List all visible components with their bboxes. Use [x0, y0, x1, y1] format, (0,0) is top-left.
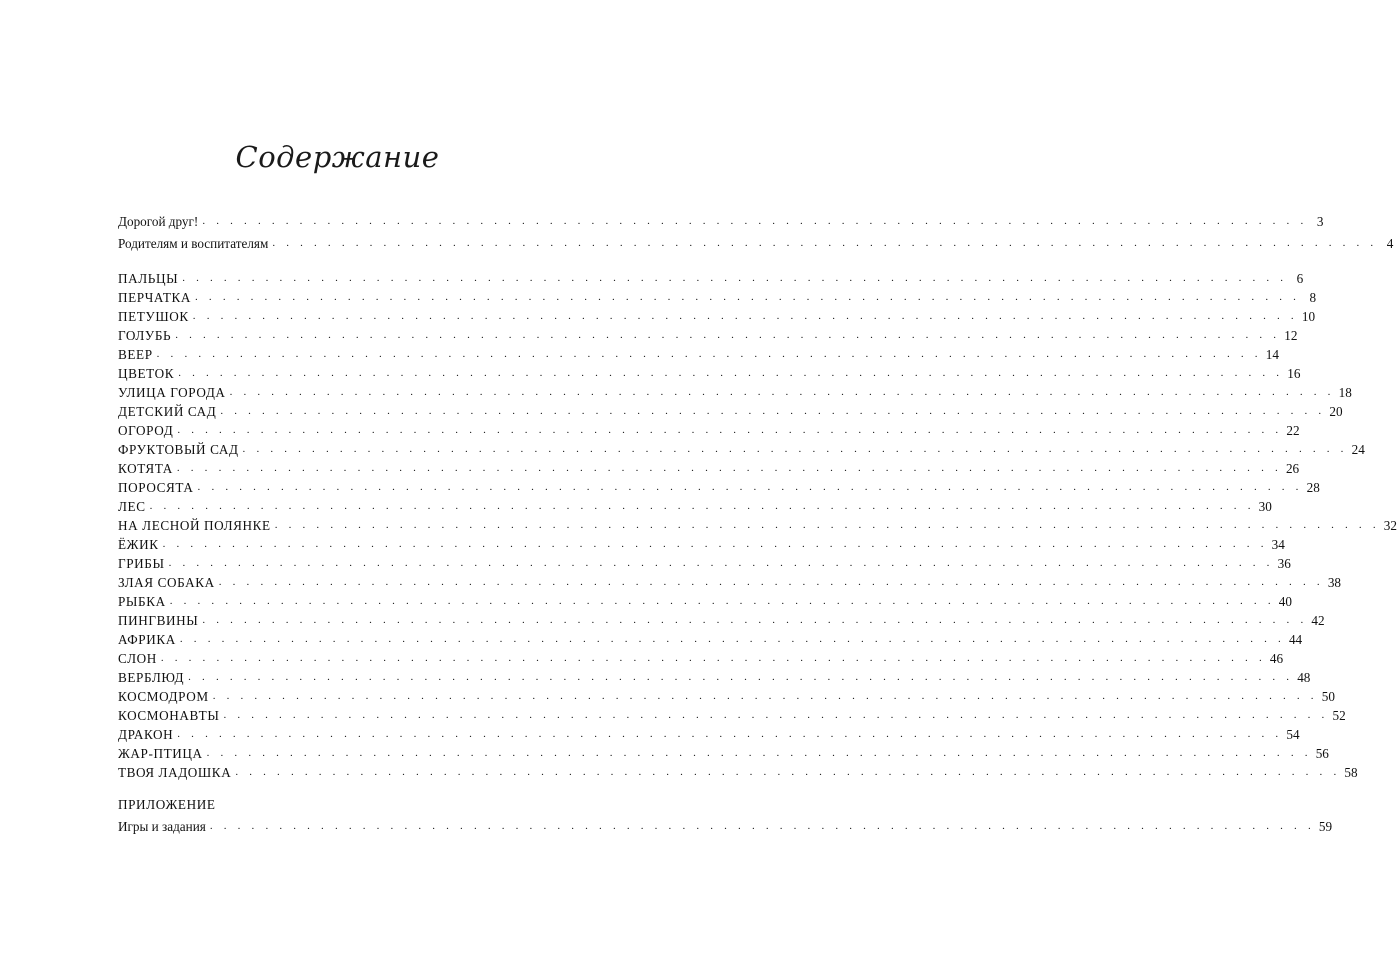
- toc-entry-page-number: 4: [1386, 235, 1394, 251]
- toc-entry-label: ЦВЕТОК: [118, 366, 175, 381]
- dot-leader: . . . . . . . . . . . . . . . . . . . . . . . . . . . . . . . . . . . . . . . . . . . . . . . . . . . . . . . . . . . . . . . . . . . . . . . . . . . . . . . .: [169, 595, 1275, 607]
- toc-entry[interactable]: [118, 327, 1298, 345]
- toc-entry-label: Родителям и воспитателям: [118, 235, 269, 251]
- dot-leader: . . . . . . . . . . . . . . . . . . . . . . . . . . . . . . . . . . . . . . . . . . . . . . . . . . . . . . . . . . . . . . . . . . . . . . . . . . . . . . . .: [206, 747, 1312, 759]
- toc-entry[interactable]: [118, 213, 1324, 231]
- toc-entry-page-number: 30: [1258, 499, 1272, 514]
- toc-entry-label: ТВОЯ ЛАДОШКА: [118, 765, 232, 780]
- dot-leader: . . . . . . . . . . . . . . . . . . . . . . . . . . . . . . . . . . . . . . . . . . . . . . . . . . . . . . . . . . . . . . . . . . . . . . . . . . . . . . . .: [202, 614, 1308, 626]
- dot-leader: . . . . . . . . . . . . . . . . . . . . . . . . . . . . . . . . . . . . . . . . . . . . . . . . . . . . . . . . . . . . . . . . . . . . . . . . . . . . . . . .: [235, 766, 1341, 778]
- appendix-heading: ПРИЛОЖЕНИЕ: [118, 797, 216, 812]
- toc-entry-page-number: 3: [1316, 214, 1324, 229]
- toc-entry-label: ПЕТУШОК: [118, 309, 189, 324]
- dot-leader: . . . . . . . . . . . . . . . . . . . . . . . . . . . . . . . . . . . . . . . . . . . . . . . . . . . . . . . . . . . . . . . . . . . . . . . . . . . . . . . .: [156, 348, 1262, 360]
- toc-entry[interactable]: [118, 441, 1365, 459]
- toc-entry-page-number: 32: [1383, 518, 1397, 533]
- toc-entry[interactable]: [118, 707, 1346, 725]
- toc-entry-label: ЛЕС: [118, 499, 146, 514]
- toc-entry-label: Игры и задания: [118, 819, 206, 834]
- toc-entry-label: Дорогой друг!: [118, 214, 199, 229]
- toc-entry-label: НА ЛЕСНОЙ ПОЛЯНКЕ: [118, 518, 271, 533]
- toc-entry-label: ЖАР-ПТИЦА: [118, 746, 203, 761]
- toc-entry[interactable]: [118, 403, 1343, 421]
- toc-entry[interactable]: [118, 574, 1341, 592]
- toc-entry-label: УЛИЦА ГОРОДА: [118, 385, 226, 400]
- toc-entry-label: КОТЯТА: [118, 461, 173, 476]
- dot-leader: . . . . . . . . . . . . . . . . . . . . . . . . . . . . . . . . . . . . . . . . . . . . . . . . . . . . . . . . . . . . . . . . . . . . . . . . . . . . . . . .: [202, 215, 1308, 227]
- dot-leader: . . . . . . . . . . . . . . . . . . . . . . . . . . . . . . . . . . . . . . . . . . . . . . . . . . . . . . . . . . . . . . . . . . . . . . . . . . . . . . . .: [162, 538, 1268, 550]
- table-of-contents: [118, 0, 1397, 970]
- dot-leader: . . . . . . . . . . . . . . . . . . . . . . . . . . . . . . . . . . . . . . . . . . . . . . . . . . . . . . . . . . . . . . . . . . . . . . . . . . . . . . . .: [223, 709, 1329, 721]
- toc-entry-page-number: 14: [1265, 347, 1279, 362]
- toc-entry-label: ЗЛАЯ СОБАКА: [118, 575, 215, 590]
- toc-entry-label: ФРУКТОВЫЙ САД: [118, 442, 239, 457]
- toc-entry-page-number: 26: [1285, 461, 1300, 476]
- toc-entry[interactable]: [118, 593, 1292, 611]
- toc-entry-page-number: 10: [1301, 309, 1316, 324]
- dot-leader: . . . . . . . . . . . . . . . . . . . . . . . . . . . . . . . . . . . . . . . . . . . . . . . . . . . . . . . . . . . . . . . . . . . . . . . . . . . . . . . .: [220, 405, 1326, 417]
- toc-entry-page-number: 56: [1315, 746, 1329, 761]
- toc-entry-page-number: 54: [1286, 727, 1300, 742]
- toc-entry-page-number: 40: [1278, 594, 1292, 609]
- dot-leader: . . . . . . . . . . . . . . . . . . . . . . . . . . . . . . . . . . . . . . . . . . . . . . . . . . . . . . . . . . . . . . . . . . . . . . . . . . . . . . . .: [218, 576, 1324, 588]
- toc-entry-label: ВЕРБЛЮД: [118, 670, 185, 685]
- toc-entry[interactable]: [118, 498, 1272, 516]
- toc-entry-page-number: 59: [1318, 819, 1333, 834]
- dot-leader: . . . . . . . . . . . . . . . . . . . . . . . . . . . . . . . . . . . . . . . . . . . . . . . . . . . . . . . . . . . . . . . . . . . . . . . . . . . . . . . .: [149, 500, 1255, 512]
- toc-entry-label: ДРАКОН: [118, 727, 174, 742]
- toc-entry-label: КОСМОДРОМ: [118, 689, 209, 704]
- toc-entry-page-number: 38: [1327, 575, 1341, 590]
- toc-entry-page-number: 16: [1287, 366, 1301, 381]
- dot-leader: . . . . . . . . . . . . . . . . . . . . . . . . . . . . . . . . . . . . . . . . . . . . . . . . . . . . . . . . . . . . . . . . . . . . . . . . . . . . . . . .: [242, 443, 1348, 455]
- toc-entry-page-number: 22: [1286, 423, 1300, 438]
- toc-entry-page-number: 12: [1284, 328, 1298, 343]
- toc-entry-page-number: 46: [1269, 651, 1284, 666]
- toc-entry-page-number: 48: [1297, 670, 1311, 685]
- dot-leader: . . . . . . . . . . . . . . . . . . . . . . . . . . . . . . . . . . . . . . . . . . . . . . . . . . . . . . . . . . . . . . . . . . . . . . . . . . . . . . . .: [178, 367, 1284, 379]
- toc-entry[interactable]: [118, 460, 1300, 478]
- toc-entry-label: СЛОН: [118, 651, 157, 666]
- toc-entry-page-number: 36: [1277, 556, 1291, 571]
- toc-entry-page-number: 58: [1344, 765, 1358, 780]
- dot-leader: . . . . . . . . . . . . . . . . . . . . . . . . . . . . . . . . . . . . . . . . . . . . . . . . . . . . . . . . . . . . . . . . . . . . . . . . . . . . . . . .: [272, 236, 1378, 249]
- toc-entry[interactable]: [118, 346, 1279, 364]
- dot-leader: . . . . . . . . . . . . . . . . . . . . . . . . . . . . . . . . . . . . . . . . . . . . . . . . . . . . . . . . . . . . . . . . . . . . . . . . . . . . . . . .: [192, 310, 1298, 322]
- toc-entry[interactable]: [118, 612, 1325, 630]
- toc-entry-page-number: 50: [1321, 689, 1335, 704]
- dot-leader: . . . . . . . . . . . . . . . . . . . . . . . . . . . . . . . . . . . . . . . . . . . . . . . . . . . . . . . . . . . . . . . . . . . . . . . . . . . . . . . .: [209, 820, 1315, 832]
- dot-leader: . . . . . . . . . . . . . . . . . . . . . . . . . . . . . . . . . . . . . . . . . . . . . . . . . . . . . . . . . . . . . . . . . . . . . . . . . . . . . . . .: [274, 519, 1380, 531]
- toc-entry-label: ГРИБЫ: [118, 556, 165, 571]
- dot-leader: . . . . . . . . . . . . . . . . . . . . . . . . . . . . . . . . . . . . . . . . . . . . . . . . . . . . . . . . . . . . . . . . . . . . . . . . . . . . . . . .: [212, 690, 1318, 702]
- page-title: Содержание: [235, 140, 440, 174]
- toc-entry-page-number: 20: [1329, 404, 1343, 419]
- toc-entry-label: ДЕТСКИЙ САД: [118, 404, 217, 419]
- toc-entry-page-number: 24: [1351, 442, 1365, 457]
- dot-leader: . . . . . . . . . . . . . . . . . . . . . . . . . . . . . . . . . . . . . . . . . . . . . . . . . . . . . . . . . . . . . . . . . . . . . . . . . . . . . . . .: [177, 424, 1283, 436]
- toc-entry-label: ЁЖИК: [118, 537, 159, 552]
- toc-entry-page-number: 8: [1309, 290, 1317, 305]
- toc-entry-label: ПАЛЬЦЫ: [118, 271, 179, 286]
- toc-entry-label: ПЕРЧАТКА: [118, 290, 192, 305]
- toc-entry[interactable]: [118, 422, 1300, 440]
- toc-entry[interactable]: [118, 555, 1291, 573]
- toc-entry[interactable]: [118, 818, 1333, 836]
- dot-leader: . . . . . . . . . . . . . . . . . . . . . . . . . . . . . . . . . . . . . . . . . . . . . . . . . . . . . . . . . . . . . . . . . . . . . . . . . . . . . . . .: [175, 329, 1281, 341]
- toc-entry[interactable]: [118, 764, 1358, 782]
- dot-leader: . . . . . . . . . . . . . . . . . . . . . . . . . . . . . . . . . . . . . . . . . . . . . . . . . . . . . . . . . . . . . . . . . . . . . . . . . . . . . . . .: [182, 272, 1288, 284]
- toc-entry-label: ГОЛУБЬ: [118, 328, 172, 343]
- toc-entry[interactable]: [118, 745, 1329, 763]
- toc-entry-page-number: 34: [1271, 537, 1285, 552]
- toc-entry[interactable]: [118, 308, 1316, 326]
- dot-leader: . . . . . . . . . . . . . . . . . . . . . . . . . . . . . . . . . . . . . . . . . . . . . . . . . . . . . . . . . . . . . . . . . . . . . . . . . . . . . . . .: [168, 557, 1274, 569]
- dot-leader: . . . . . . . . . . . . . . . . . . . . . . . . . . . . . . . . . . . . . . . . . . . . . . . . . . . . . . . . . . . . . . . . . . . . . . . . . . . . . . . .: [177, 728, 1283, 740]
- toc-entry-label: ПОРОСЯТА: [118, 480, 194, 495]
- toc-entry-page-number: 18: [1338, 385, 1352, 400]
- toc-entry[interactable]: [118, 270, 1304, 288]
- toc-entry-page-number: 44: [1288, 632, 1303, 647]
- toc-entry[interactable]: [118, 517, 1397, 535]
- toc-entry[interactable]: [118, 726, 1300, 744]
- toc-entry-page-number: 6: [1296, 271, 1304, 286]
- toc-entry-label: ПИНГВИНЫ: [118, 613, 199, 628]
- dot-leader: . . . . . . . . . . . . . . . . . . . . . . . . . . . . . . . . . . . . . . . . . . . . . . . . . . . . . . . . . . . . . . . . . . . . . . . . . . . . . . . .: [160, 652, 1266, 664]
- toc-entry-label: ОГОРОД: [118, 423, 174, 438]
- toc-entry[interactable]: [118, 669, 1311, 687]
- toc-entry-page-number: 28: [1306, 480, 1320, 495]
- dot-leader: . . . . . . . . . . . . . . . . . . . . . . . . . . . . . . . . . . . . . . . . . . . . . . . . . . . . . . . . . . . . . . . . . . . . . . . . . . . . . . . .: [188, 671, 1294, 683]
- toc-entry[interactable]: [118, 479, 1320, 497]
- toc-entry-label: АФРИКА: [118, 632, 176, 647]
- toc-entry-label: ВЕЕР: [118, 347, 153, 362]
- dot-leader: . . . . . . . . . . . . . . . . . . . . . . . . . . . . . . . . . . . . . . . . . . . . . . . . . . . . . . . . . . . . . . . . . . . . . . . . . . . . . . . .: [197, 481, 1303, 493]
- dot-leader: . . . . . . . . . . . . . . . . . . . . . . . . . . . . . . . . . . . . . . . . . . . . . . . . . . . . . . . . . . . . . . . . . . . . . . . . . . . . . . . .: [195, 291, 1301, 303]
- toc-entry[interactable]: [118, 235, 1394, 253]
- toc-entry-page-number: 52: [1332, 708, 1346, 723]
- toc-entry-label: КОСМОНАВТЫ: [118, 708, 220, 723]
- toc-entry[interactable]: [118, 365, 1301, 383]
- dot-leader: . . . . . . . . . . . . . . . . . . . . . . . . . . . . . . . . . . . . . . . . . . . . . . . . . . . . . . . . . . . . . . . . . . . . . . . . . . . . . . . .: [179, 633, 1285, 645]
- toc-entry[interactable]: [118, 536, 1285, 554]
- toc-entry[interactable]: [118, 289, 1317, 307]
- toc-entry[interactable]: [118, 688, 1335, 706]
- toc-entry-label: РЫБКА: [118, 594, 166, 609]
- dot-leader: . . . . . . . . . . . . . . . . . . . . . . . . . . . . . . . . . . . . . . . . . . . . . . . . . . . . . . . . . . . . . . . . . . . . . . . . . . . . . . . .: [229, 386, 1335, 398]
- toc-entry-page-number: 42: [1311, 613, 1325, 628]
- toc-entry[interactable]: [118, 631, 1303, 649]
- toc-entry[interactable]: [118, 650, 1284, 668]
- toc-entry[interactable]: [118, 384, 1352, 402]
- dot-leader: . . . . . . . . . . . . . . . . . . . . . . . . . . . . . . . . . . . . . . . . . . . . . . . . . . . . . . . . . . . . . . . . . . . . . . . . . . . . . . . .: [176, 462, 1282, 474]
